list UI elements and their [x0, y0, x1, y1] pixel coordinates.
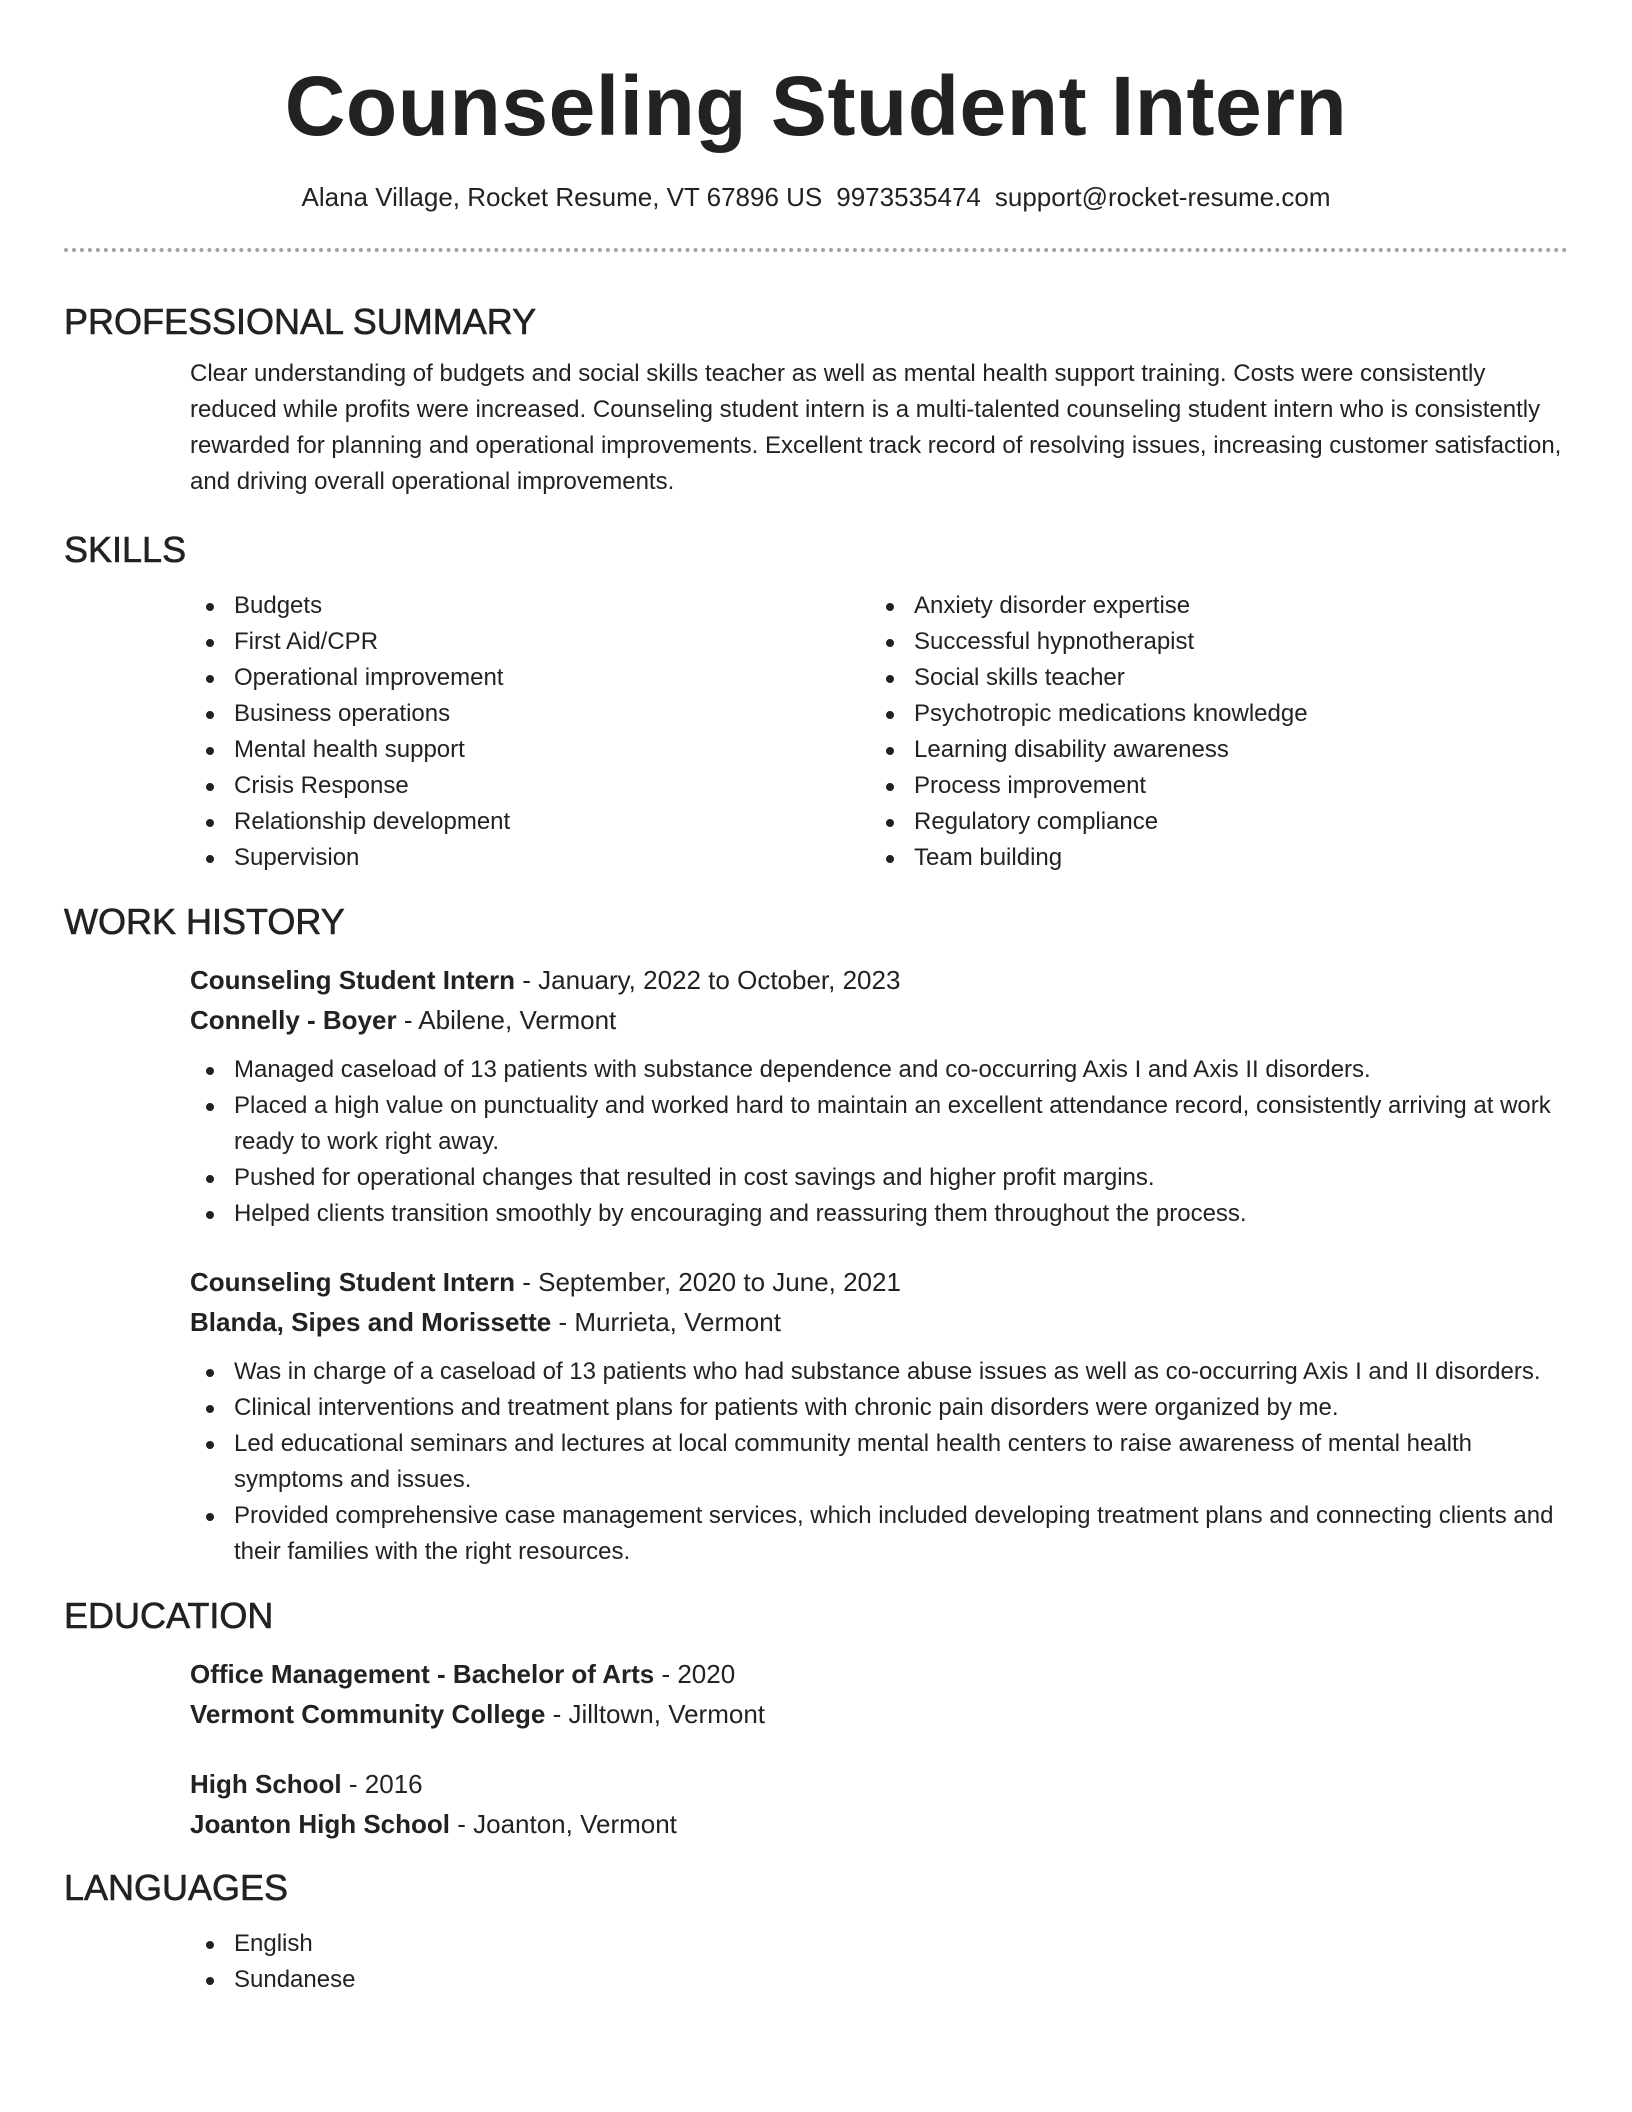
section-title-languages: LANGUAGES: [64, 1867, 289, 1908]
skill-item: Budgets: [190, 588, 870, 624]
job-entry: [64, 960, 1568, 1232]
languages-list: [64, 1926, 1568, 1998]
edu-school: Vermont Community College: [190, 1699, 546, 1729]
job-location: - Abilene, Vermont: [396, 1005, 617, 1035]
skill-item: Business operations: [190, 696, 870, 732]
job-location: - Murrieta, Vermont: [551, 1307, 781, 1337]
edu-degree: Office Management - Bachelor of Arts: [190, 1659, 655, 1689]
skills-column-right: [870, 588, 1550, 876]
edu-degree-line: [190, 1764, 1568, 1804]
job-entry: [64, 1262, 1568, 1570]
languages-section: [64, 1866, 1568, 1998]
job-company: Connelly - Boyer: [190, 1005, 397, 1035]
skill-item: Successful hypnotherapist: [870, 624, 1550, 660]
contact-address: Alana Village, Rocket Resume, VT 67896 US: [301, 182, 823, 212]
skill-item: Anxiety disorder expertise: [870, 588, 1550, 624]
section-title-summary: PROFESSIONAL SUMMARY: [64, 301, 537, 342]
edu-year: - 2016: [341, 1769, 423, 1799]
job-bullet: Was in charge of a caseload of 13 patients who had substance abuse issues as well as co-occurring Axis I and II disorders.: [190, 1354, 1568, 1390]
job-bullets: [190, 1354, 1568, 1570]
contact-phone: 9973535474: [836, 182, 981, 212]
contact-line: [64, 180, 1568, 214]
edu-school: Joanton High School: [190, 1809, 450, 1839]
job-dates: - September, 2020 to June, 2021: [515, 1267, 901, 1297]
job-dates: - January, 2022 to October, 2023: [515, 965, 901, 995]
job-bullets: [190, 1052, 1568, 1232]
skill-item: Social skills teacher: [870, 660, 1550, 696]
skill-item: Mental health support: [190, 732, 870, 768]
section-title-skills: SKILLS: [64, 529, 187, 570]
job-company-line: [190, 1000, 1568, 1040]
header-divider: [64, 248, 1568, 252]
resume-header: [64, 0, 1568, 252]
skill-item: Crisis Response: [190, 768, 870, 804]
education-entry: [64, 1764, 1568, 1844]
language-item: Sundanese: [190, 1962, 1568, 1998]
language-item: English: [190, 1926, 1568, 1962]
job-role-line: [190, 960, 1568, 1000]
summary-text: Clear understanding of budgets and social skills teacher as well as mental health support training. Costs were consistently reduced while profits were increased. Counseling student intern is a multi-talented counseling student intern who is consistently rewarded for planning and operational improvements. Excellent track record of resolving issues, increasing customer satisfaction, and driving overall operational improvements.: [190, 360, 1562, 495]
edu-school-line: [190, 1804, 1568, 1844]
job-role: Counseling Student Intern: [190, 1267, 515, 1297]
skills-column-left: [190, 588, 870, 876]
job-bullet: Helped clients transition smoothly by encouraging and reassuring them throughout the process.: [190, 1196, 1568, 1232]
job-bullet: Clinical interventions and treatment plans for patients with chronic pain disorders were organized by me.: [190, 1390, 1568, 1426]
skill-item: Learning disability awareness: [870, 732, 1550, 768]
job-bullet: Pushed for operational changes that resulted in cost savings and higher profit margins.: [190, 1160, 1568, 1196]
job-bullet: Placed a high value on punctuality and worked hard to maintain an excellent attendance record, consistently arriving at work ready to work right away.: [190, 1088, 1568, 1160]
skills-section: [64, 528, 1568, 876]
skills-grid: [64, 588, 1568, 876]
job-bullet: Managed caseload of 13 patients with substance dependence and co-occurring Axis I and Axis II disorders.: [190, 1052, 1568, 1088]
job-bullet: Led educational seminars and lectures at local community mental health centers to raise awareness of mental health symptoms and issues.: [190, 1426, 1568, 1498]
contact-email: support@rocket-resume.com: [994, 182, 1331, 212]
edu-degree: High School: [190, 1769, 342, 1799]
job-role: Counseling Student Intern: [190, 965, 515, 995]
skill-item: Process improvement: [870, 768, 1550, 804]
section-title-education: EDUCATION: [64, 1595, 274, 1636]
edu-location: - Jilltown, Vermont: [545, 1699, 766, 1729]
edu-location: - Joanton, Vermont: [450, 1809, 677, 1839]
edu-degree-line: [190, 1654, 1568, 1694]
skill-item: Team building: [870, 840, 1550, 876]
job-company-line: [190, 1302, 1568, 1342]
skill-item: Operational improvement: [190, 660, 870, 696]
job-role-line: [190, 1262, 1568, 1302]
edu-school-line: [190, 1694, 1568, 1734]
skill-item: Supervision: [190, 840, 870, 876]
edu-year: - 2020: [654, 1659, 736, 1689]
education-section: [64, 1594, 1568, 1844]
job-company: Blanda, Sipes and Morissette: [190, 1307, 552, 1337]
skill-item: Relationship development: [190, 804, 870, 840]
candidate-name: Counseling Student Intern: [284, 59, 1348, 153]
professional-summary-section: [64, 300, 1568, 500]
skill-item: First Aid/CPR: [190, 624, 870, 660]
section-title-work: WORK HISTORY: [64, 901, 345, 942]
skill-item: Regulatory compliance: [870, 804, 1550, 840]
skill-item: Psychotropic medications knowledge: [870, 696, 1550, 732]
work-history-section: [64, 900, 1568, 1570]
education-entry: [64, 1654, 1568, 1734]
job-bullet: Provided comprehensive case management services, which included developing treatment plans and connecting clients and their families with the right resources.: [190, 1498, 1568, 1570]
